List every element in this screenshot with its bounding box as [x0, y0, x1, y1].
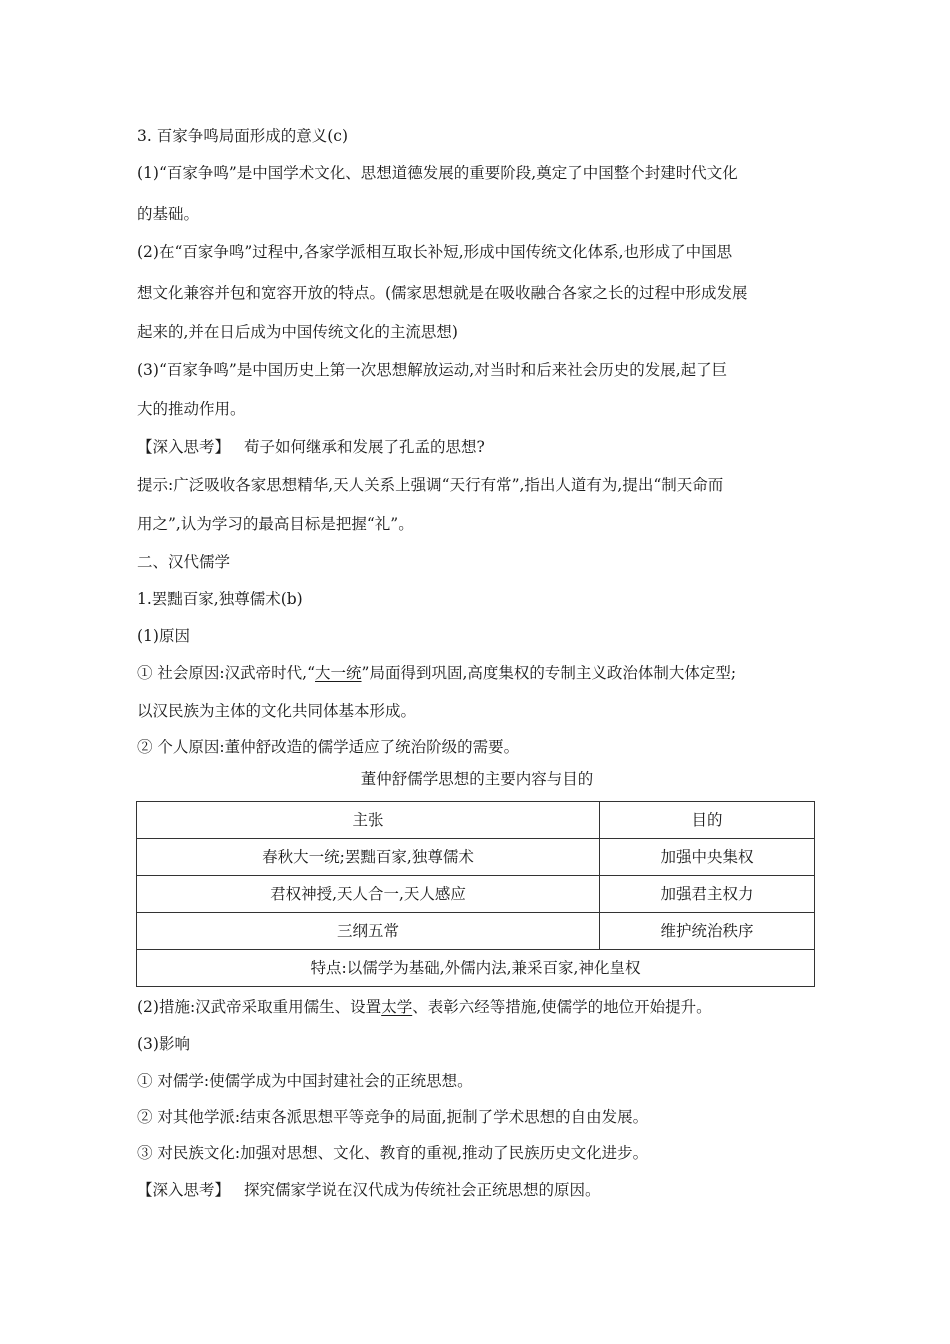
think-label: 【深入思考】 — [137, 438, 231, 456]
think-label: 【深入思考】 — [137, 1181, 231, 1199]
sub-heading: 1.罢黜百家,独尊儒术(b) — [137, 590, 303, 608]
paragraph-line: 想文化兼容并包和宽容开放的特点。(儒家思想就是在吸收融合各家之长的过程中形成发展 — [137, 284, 748, 302]
think-question — [137, 437, 817, 457]
paragraph-line: (3)“百家争鸣”是中国历史上第一次思想解放运动,对当时和后来社会历史的发展,起了巨 — [137, 361, 728, 379]
part-heading: 二、汉代儒学 — [137, 553, 231, 571]
cause-line — [137, 663, 817, 683]
impact-item: ③ 对民族文化:加强对思想、文化、教育的重视,推动了民族历史文化进步。 — [137, 1144, 649, 1162]
table-row — [137, 839, 815, 876]
table-row — [137, 913, 815, 950]
think-question-text: 探究儒家学说在汉代成为传统社会正统思想的原因。 — [244, 1181, 601, 1199]
underlined-term: 太学 — [381, 998, 413, 1016]
impact-item: ② 对其他学派:结束各派思想平等竞争的局面,扼制了学术思想的自由发展。 — [137, 1108, 649, 1126]
hint-line: 提示:广泛吸收各家思想精华,天人关系上强调“天行有常”,指出人道有为,提出“制天命而 — [137, 476, 724, 494]
table-header-cell: 目的 — [600, 802, 815, 839]
sub-heading: (3)影响 — [137, 1035, 190, 1053]
paragraph-line: 起来的,并在日后成为中国传统文化的主流思想) — [137, 323, 458, 341]
section-heading: 3. 百家争鸣局面形成的意义(c) — [137, 127, 348, 145]
table-cell: 三纲五常 — [137, 913, 600, 950]
table-row — [137, 876, 815, 913]
paragraph-line: 大的推动作用。 — [137, 400, 246, 418]
cause-line: 以汉民族为主体的文化共同体基本形成。 — [137, 702, 417, 720]
cause-line: ② 个人原因:董仲舒改造的儒学适应了统治阶级的需要。 — [137, 738, 520, 756]
impact-item: ① 对儒学:使儒学成为中国封建社会的正统思想。 — [137, 1072, 473, 1090]
paragraph-line: 的基础。 — [137, 205, 200, 223]
content-table — [136, 801, 815, 987]
table-cell: 维护统治秩序 — [600, 913, 815, 950]
cause-suffix: ”局面得到巩固,高度集权的专制主义政治体制大体定型; — [361, 664, 737, 682]
think-question-text: 荀子如何继承和发展了孔孟的思想? — [244, 438, 485, 456]
hint-line: 用之”,认为学习的最高目标是把握“礼”。 — [137, 515, 414, 533]
table-cell: 春秋大一统;罢黜百家,独尊儒术 — [137, 839, 600, 876]
paragraph-line: (1)“百家争鸣”是中国学术文化、思想道德发展的重要阶段,奠定了中国整个封建时代文化 — [137, 164, 738, 182]
table-header-row — [137, 802, 815, 839]
table-footer-row — [137, 950, 815, 987]
sub-heading: (1)原因 — [137, 627, 190, 645]
measures-line — [137, 997, 817, 1017]
table-footer-cell: 特点:以儒学为基础,外儒内法,兼采百家,神化皇权 — [137, 950, 815, 987]
underlined-term: 大一统 — [315, 664, 362, 682]
table-cell: 加强君主权力 — [600, 876, 815, 913]
measures-suffix: 、表彰六经等措施,使儒学的地位开始提升。 — [412, 998, 712, 1016]
table-cell: 加强中央集权 — [600, 839, 815, 876]
measures-prefix: (2)措施:汉武帝采取重用儒生、设置 — [137, 998, 382, 1016]
think-question — [137, 1180, 817, 1200]
cause-prefix: ① 社会原因:汉武帝时代,“ — [137, 664, 316, 682]
table-caption: 董仲舒儒学思想的主要内容与目的 — [360, 770, 594, 788]
table-header-cell: 主张 — [137, 802, 600, 839]
paragraph-line: (2)在“百家争鸣”过程中,各家学派相互取长补短,形成中国传统文化体系,也形成了中国思 — [137, 243, 733, 261]
table-cell: 君权神授,天人合一,天人感应 — [137, 876, 600, 913]
